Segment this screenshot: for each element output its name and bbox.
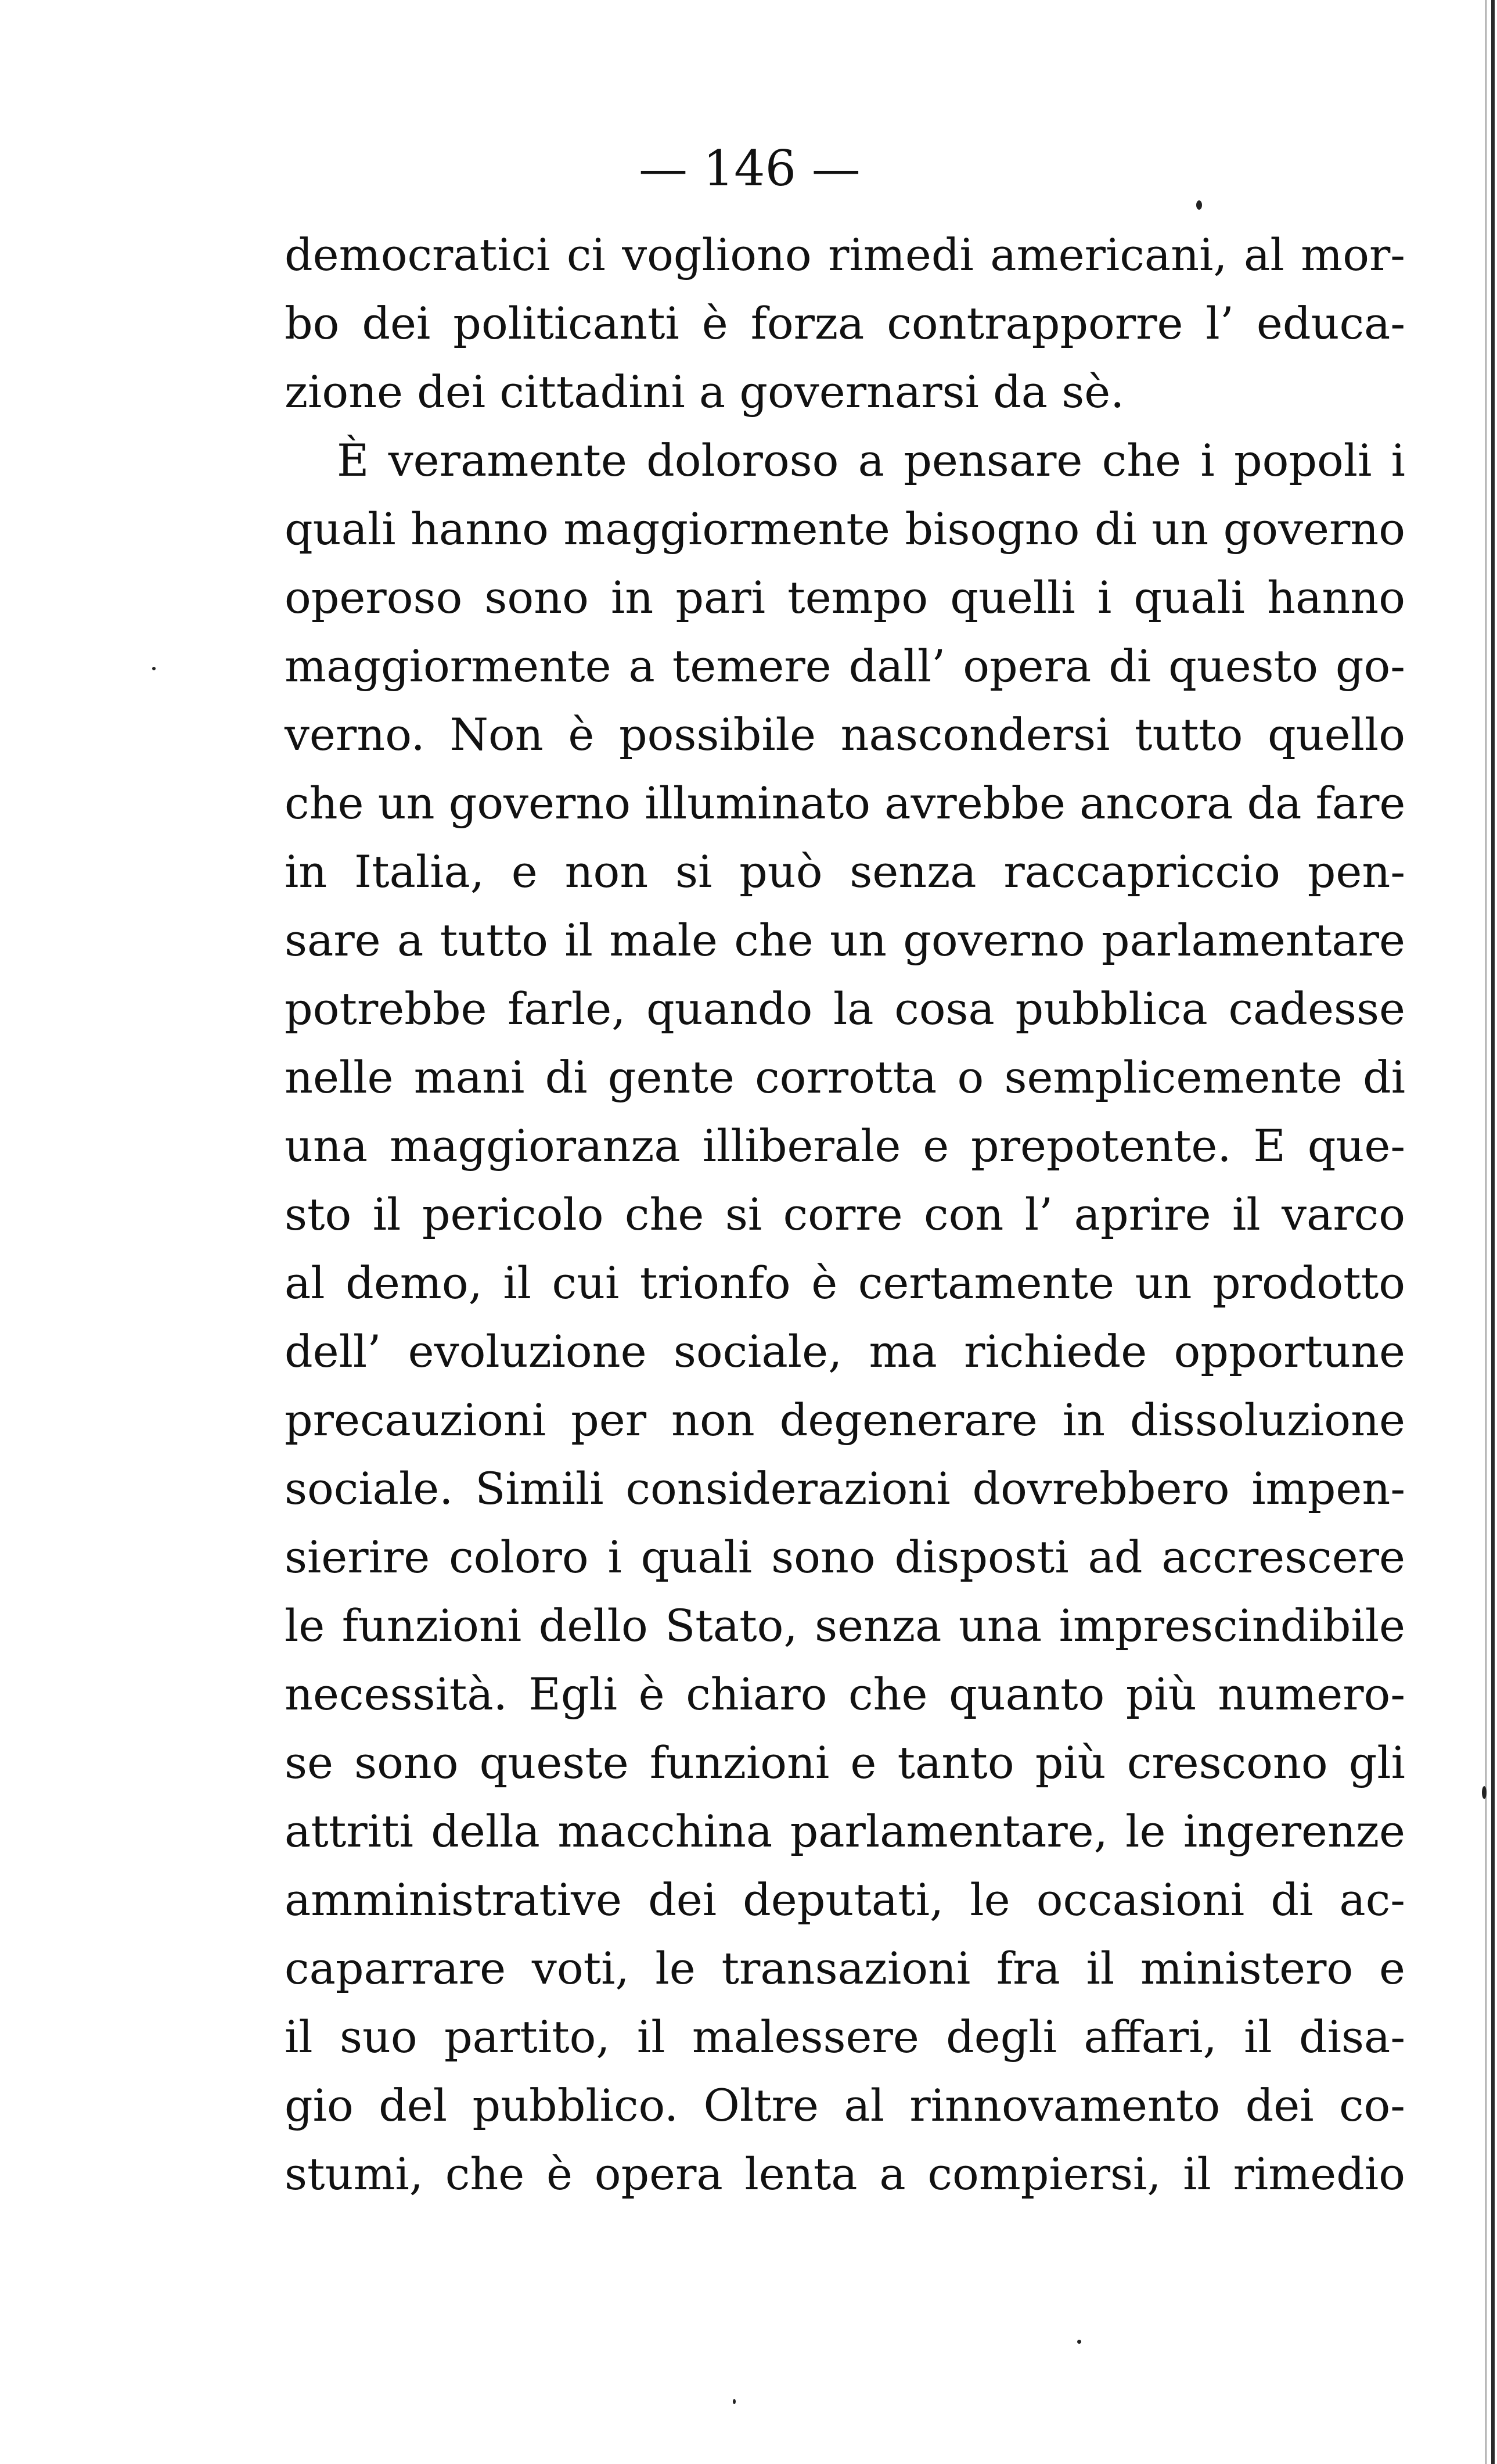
text-line: precauzioni per non degenerare in dissoluzione [285,1394,1405,1446]
text-line: una maggioranza illiberale e prepotente. E que- [285,1120,1405,1172]
text-line: necessità. Egli è chiaro che quanto più numero- [285,1668,1405,1720]
text-line: gio del pubblico. Oltre al rinnovamento dei co- [285,2079,1405,2131]
text-line: attriti della macchina parlamentare, le ingerenze [285,1805,1405,1857]
text-line: sierire coloro i quali sono disposti ad accrescere [285,1531,1405,1583]
text-line: democratici ci vogliono rimedi americani, al mor- [285,229,1405,281]
text-line: nelle mani di gente corrotta o semplicemente di [285,1051,1405,1103]
ink-speck [1482,1786,1487,1799]
text-line: dell’ evoluzione sociale, ma richiede opportune [285,1326,1405,1377]
text-line: operoso sono in pari tempo quelli i quali hanno [285,572,1405,623]
text-line: il suo partito, il malessere degli affari, il disa- [285,2011,1405,2063]
text-line: se sono queste funzioni e tanto più crescono gli [285,1737,1405,1788]
ink-speck [152,667,156,670]
ink-speck [733,2399,736,2404]
page-number: — 146 — [639,140,861,197]
text-line: le funzioni dello Stato, senza una imprescindibile [285,1600,1405,1651]
text-line: quali hanno maggiormente bisogno di un governo [285,503,1405,555]
page-edge-shadow [1491,0,1495,2464]
ink-speck [1077,2340,1081,2344]
text-line: zione dei cittadini a governarsi da sè. [285,366,1125,418]
text-line: in Italia, e non si può senza raccapriccio pen- [285,846,1405,897]
text-line: che un governo illuminato avrebbe ancora da fare [285,777,1406,829]
text-line: caparrare voti, le transazioni fra il ministero e [285,1942,1405,1994]
body-text [285,221,1405,2208]
text-line: verno. Non è possibile nascondersi tutto quello [285,709,1405,760]
page-edge-line [1485,0,1487,2464]
text-line: al demo, il cui trionfo è certamente un prodotto [285,1257,1405,1309]
text-line: amministrative dei deputati, le occasioni di ac- [285,1874,1405,1926]
text-line: sare a tutto il male che un governo parlamentare [285,914,1405,966]
text-line: sto il pericolo che si corre con l’ aprire il varco [285,1188,1405,1240]
text-line: È veramente doloroso a pensare che i popoli i [337,434,1405,486]
text-line: sociale. Simili considerazioni dovrebbero impen- [285,1463,1405,1514]
text-line: maggiormente a temere dall’ opera di questo go- [285,640,1405,692]
text-line: potrebbe farle, quando la cosa pubblica cadesse [285,983,1405,1035]
text-line: bo dei politicanti è forza contrapporre l’ educa- [285,297,1405,349]
text-line: stumi, che è opera lenta a compiersi, il rimedio [285,2148,1405,2200]
ink-speck [1196,200,1202,210]
